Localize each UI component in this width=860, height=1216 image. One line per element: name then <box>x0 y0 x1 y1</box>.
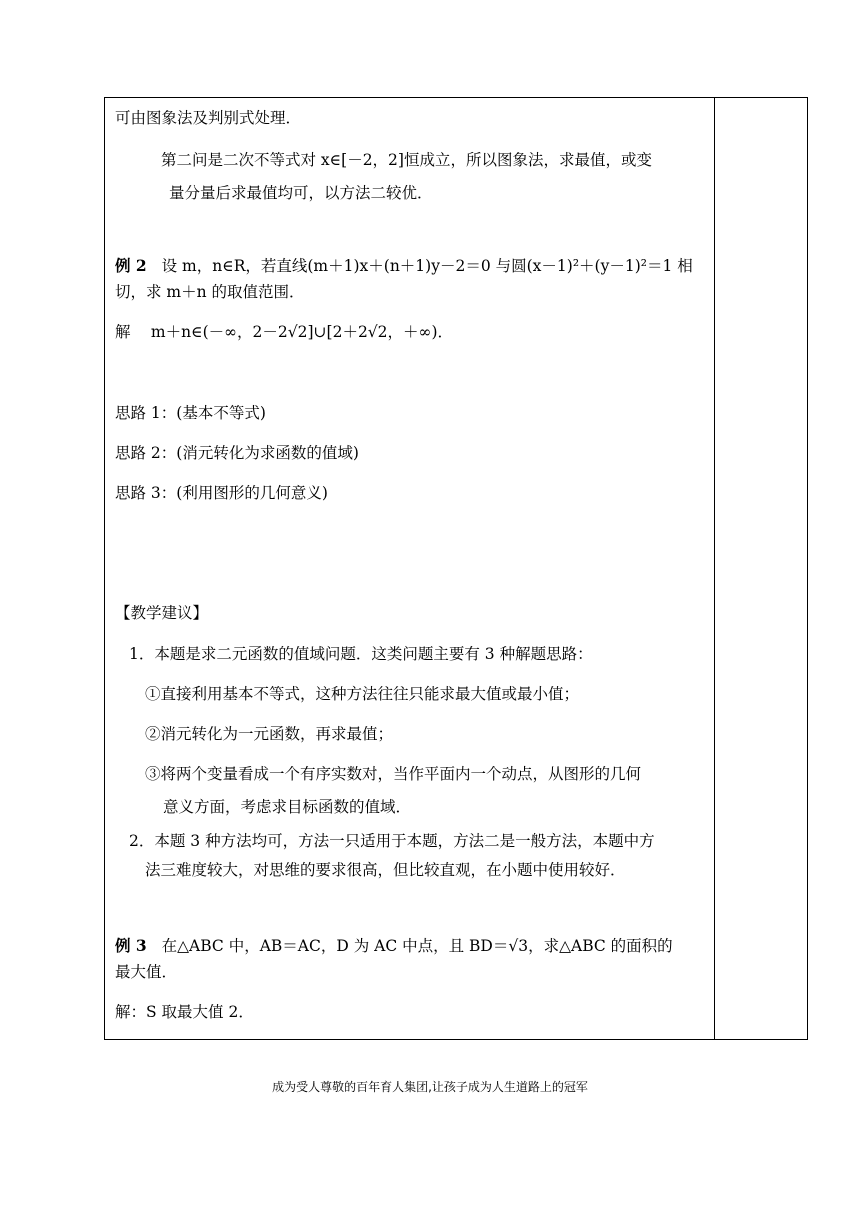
text-line: 切，求 m＋n 的取值范围． <box>115 283 305 301</box>
example-2-solution: 解 m＋n∈(－∞，2－2√2]∪[2＋2√2，＋∞)． <box>115 323 454 341</box>
column-divider <box>714 98 715 1039</box>
advice-item-2-cont: 法三难度较大，对思维的要求很高，但比较直观，在小题中使用较好． <box>145 861 626 879</box>
idea-1: 思路 1：(基本不等式) <box>115 404 266 422</box>
example-3-solution: 解：S 取最大值 2． <box>115 1003 254 1021</box>
advice-item-1-c: ③将两个变量看成一个有序实数对，当作平面内一个动点，从图形的几何 <box>145 765 642 783</box>
example-3-line <box>115 936 673 956</box>
advice-item-1-a: ①直接利用基本不等式，这种方法往往只能求最大值或最小值； <box>145 685 580 703</box>
text-line: 第二问是二次不等式对 x∈[－2，2]恒成立，所以图象法，求最值，或变 <box>161 151 652 169</box>
page-footer: 成为受人尊敬的百年育人集团,让孩子成为人生道路上的冠军 <box>272 1080 588 1094</box>
idea-2: 思路 2：(消元转化为求函数的值域) <box>115 444 359 462</box>
advice-item-1: 1．本题是求二元函数的值域问题．这类问题主要有 3 种解题思路： <box>129 645 593 663</box>
content-table <box>104 97 808 1040</box>
advice-item-1-b: ②消元转化为一元函数，再求最值； <box>145 725 394 743</box>
text-line: 量分量后求最值均可，以方法二较优． <box>169 184 433 202</box>
text-line: 最大值． <box>115 963 178 981</box>
advice-title: 【教学建议】 <box>115 604 209 622</box>
example-2-text: 设 m，n∈R，若直线(m＋1)x＋(n＋1)y－2＝0 与圆(x－1)²＋(y－1)²＝1 相 <box>161 257 693 275</box>
advice-item-2: 2．本题 3 种方法均可，方法一只适用于本题，方法二是一般方法，本题中方 <box>129 832 655 850</box>
example-3-label: 例 3 <box>115 936 147 955</box>
example-2-label: 例 2 <box>115 256 147 275</box>
advice-item-1-c-cont: 意义方面，考虑求目标函数的值域． <box>163 798 412 816</box>
idea-3: 思路 3：(利用图形的几何意义) <box>115 484 328 502</box>
text-line: 可由图象法及判别式处理． <box>115 109 302 127</box>
example-2-line <box>115 256 693 276</box>
example-3-text: 在△ABC 中，AB＝AC，D 为 AC 中点，且 BD＝√3，求△ABC 的面积的 <box>161 937 673 955</box>
